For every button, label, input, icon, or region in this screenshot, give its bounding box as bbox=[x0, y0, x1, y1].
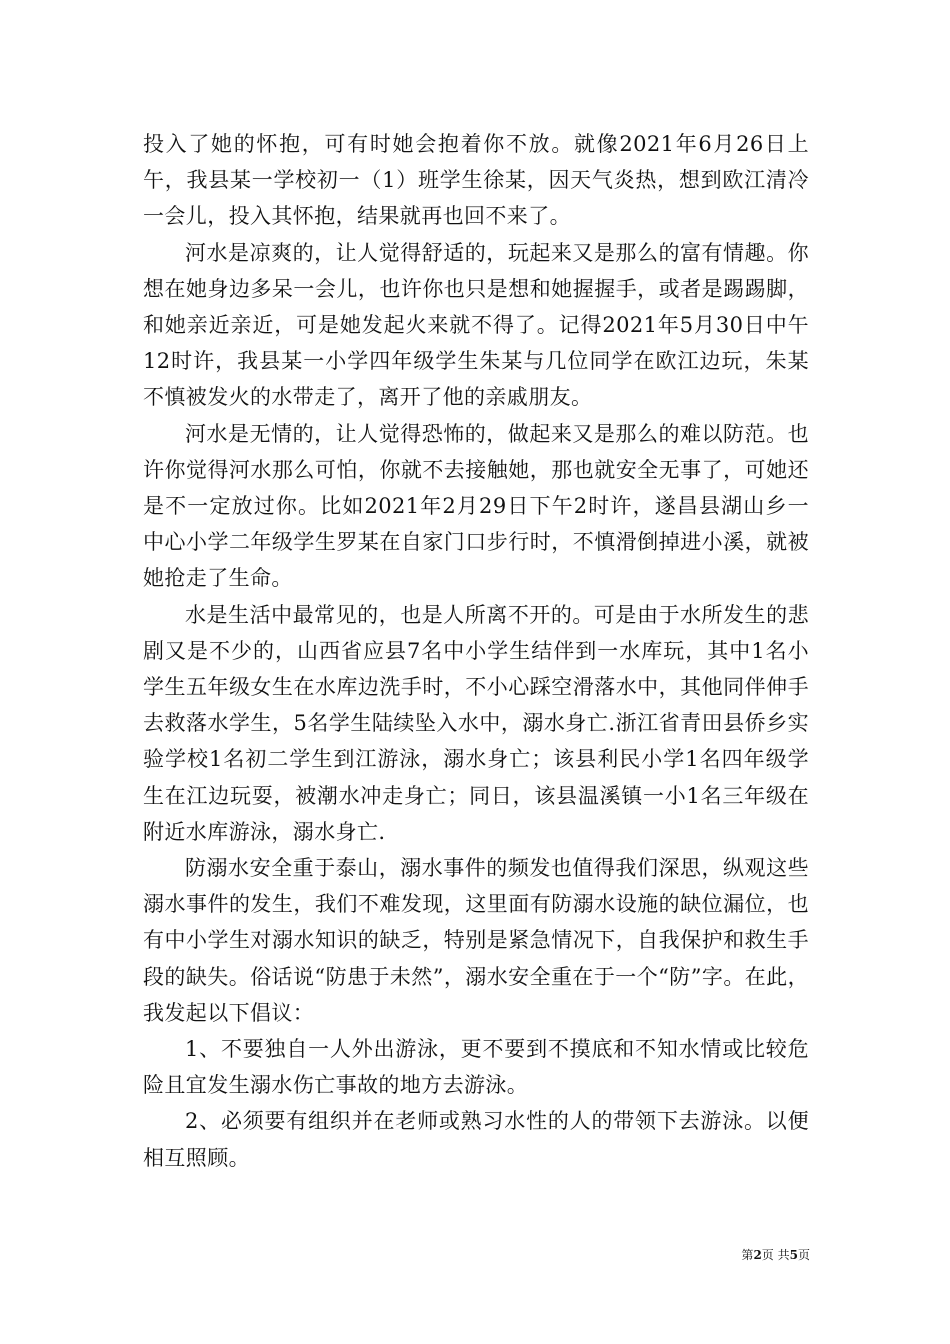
footer-suffix: 页 bbox=[797, 1248, 810, 1262]
proposal-item: 1、不要独自一人外出游泳，更不要到不摸底和不知水情或比较危险且宜发生溺水伤亡事故的地方去游泳。 bbox=[143, 1037, 809, 1098]
paragraph: 防溺水安全重于泰山，溺水事件的频发也值得我们深思，纵观这些溺水事件的发生，我们不难发现，这里面有防溺水设施的缺位漏位，也有中小学生对溺水知识的缺乏，特别是紧急情况下，自我保护和救生手段的缺失。俗话说“防患于未然”，溺水安全重在于一个“防”字。在此，我发起以下倡议： bbox=[143, 856, 809, 1025]
footer-middle: 页 共 bbox=[761, 1248, 790, 1262]
proposal-item: 2、必须要有组织并在老师或熟习水性的人的带领下去游泳。以便相互照顾。 bbox=[143, 1109, 809, 1170]
total-pages-number: 5 bbox=[789, 1248, 798, 1262]
current-page-number: 2 bbox=[753, 1248, 762, 1262]
paragraph: 河水是凉爽的，让人觉得舒适的，玩起来又是那么的富有情趣。你想在她身边多呆一会儿，也许你也只是想和她握握手，或者是踢踢脚，和她亲近亲近，可是她发起火来就不得了。记得2021年5月30日中午12时许，我县某一小学四年级学生朱某与几位同学在欧江边玩，朱某不慎被发火的水带走了，离开了他的亲戚朋友。 bbox=[143, 240, 809, 410]
paragraph: 河水是无情的，让人觉得恐怖的，做起来又是那么的难以防范。也许你觉得河水那么可怕，你就不去接触她，那也就安全无事了，可她还是不一定放过你。比如2021年2月29日下午2时许，遂昌县湖山乡一中心小学二年级学生罗某在自家门口步行时，不慎滑倒掉进小溪，就被她抢走了生命。 bbox=[143, 421, 809, 591]
footer-prefix: 第 bbox=[741, 1248, 754, 1262]
page-footer bbox=[690, 1247, 810, 1263]
paragraph: 水是生活中最常见的，也是人所离不开的。可是由于水所发生的悲剧又是不少的，山西省应县7名中小学生结伴到一水库玩，其中1名小学生五年级女生在水库边洗手时，不小心踩空滑落水中，其他同伴伸手去救落水学生，5名学生陆续坠入水中，溺水身亡.浙江省青田县侨乡实验学校1名初二学生到江游泳，溺水身亡；该县利民小学1名四年级学生在江边玩耍，被潮水冲走身亡；同日，该县温溪镇一小1名三年级在附近水库游泳，溺水身亡. bbox=[143, 602, 809, 844]
paragraph-continuation: 投入了她的怀抱，可有时她会抱着你不放。就像2021年6月26日上午，我县某一学校初一（1）班学生徐某，因天气炎热，想到欧江清冷一会儿，投入其怀抱，结果就再也回不来了。 bbox=[143, 132, 809, 229]
body-text bbox=[143, 126, 809, 1176]
